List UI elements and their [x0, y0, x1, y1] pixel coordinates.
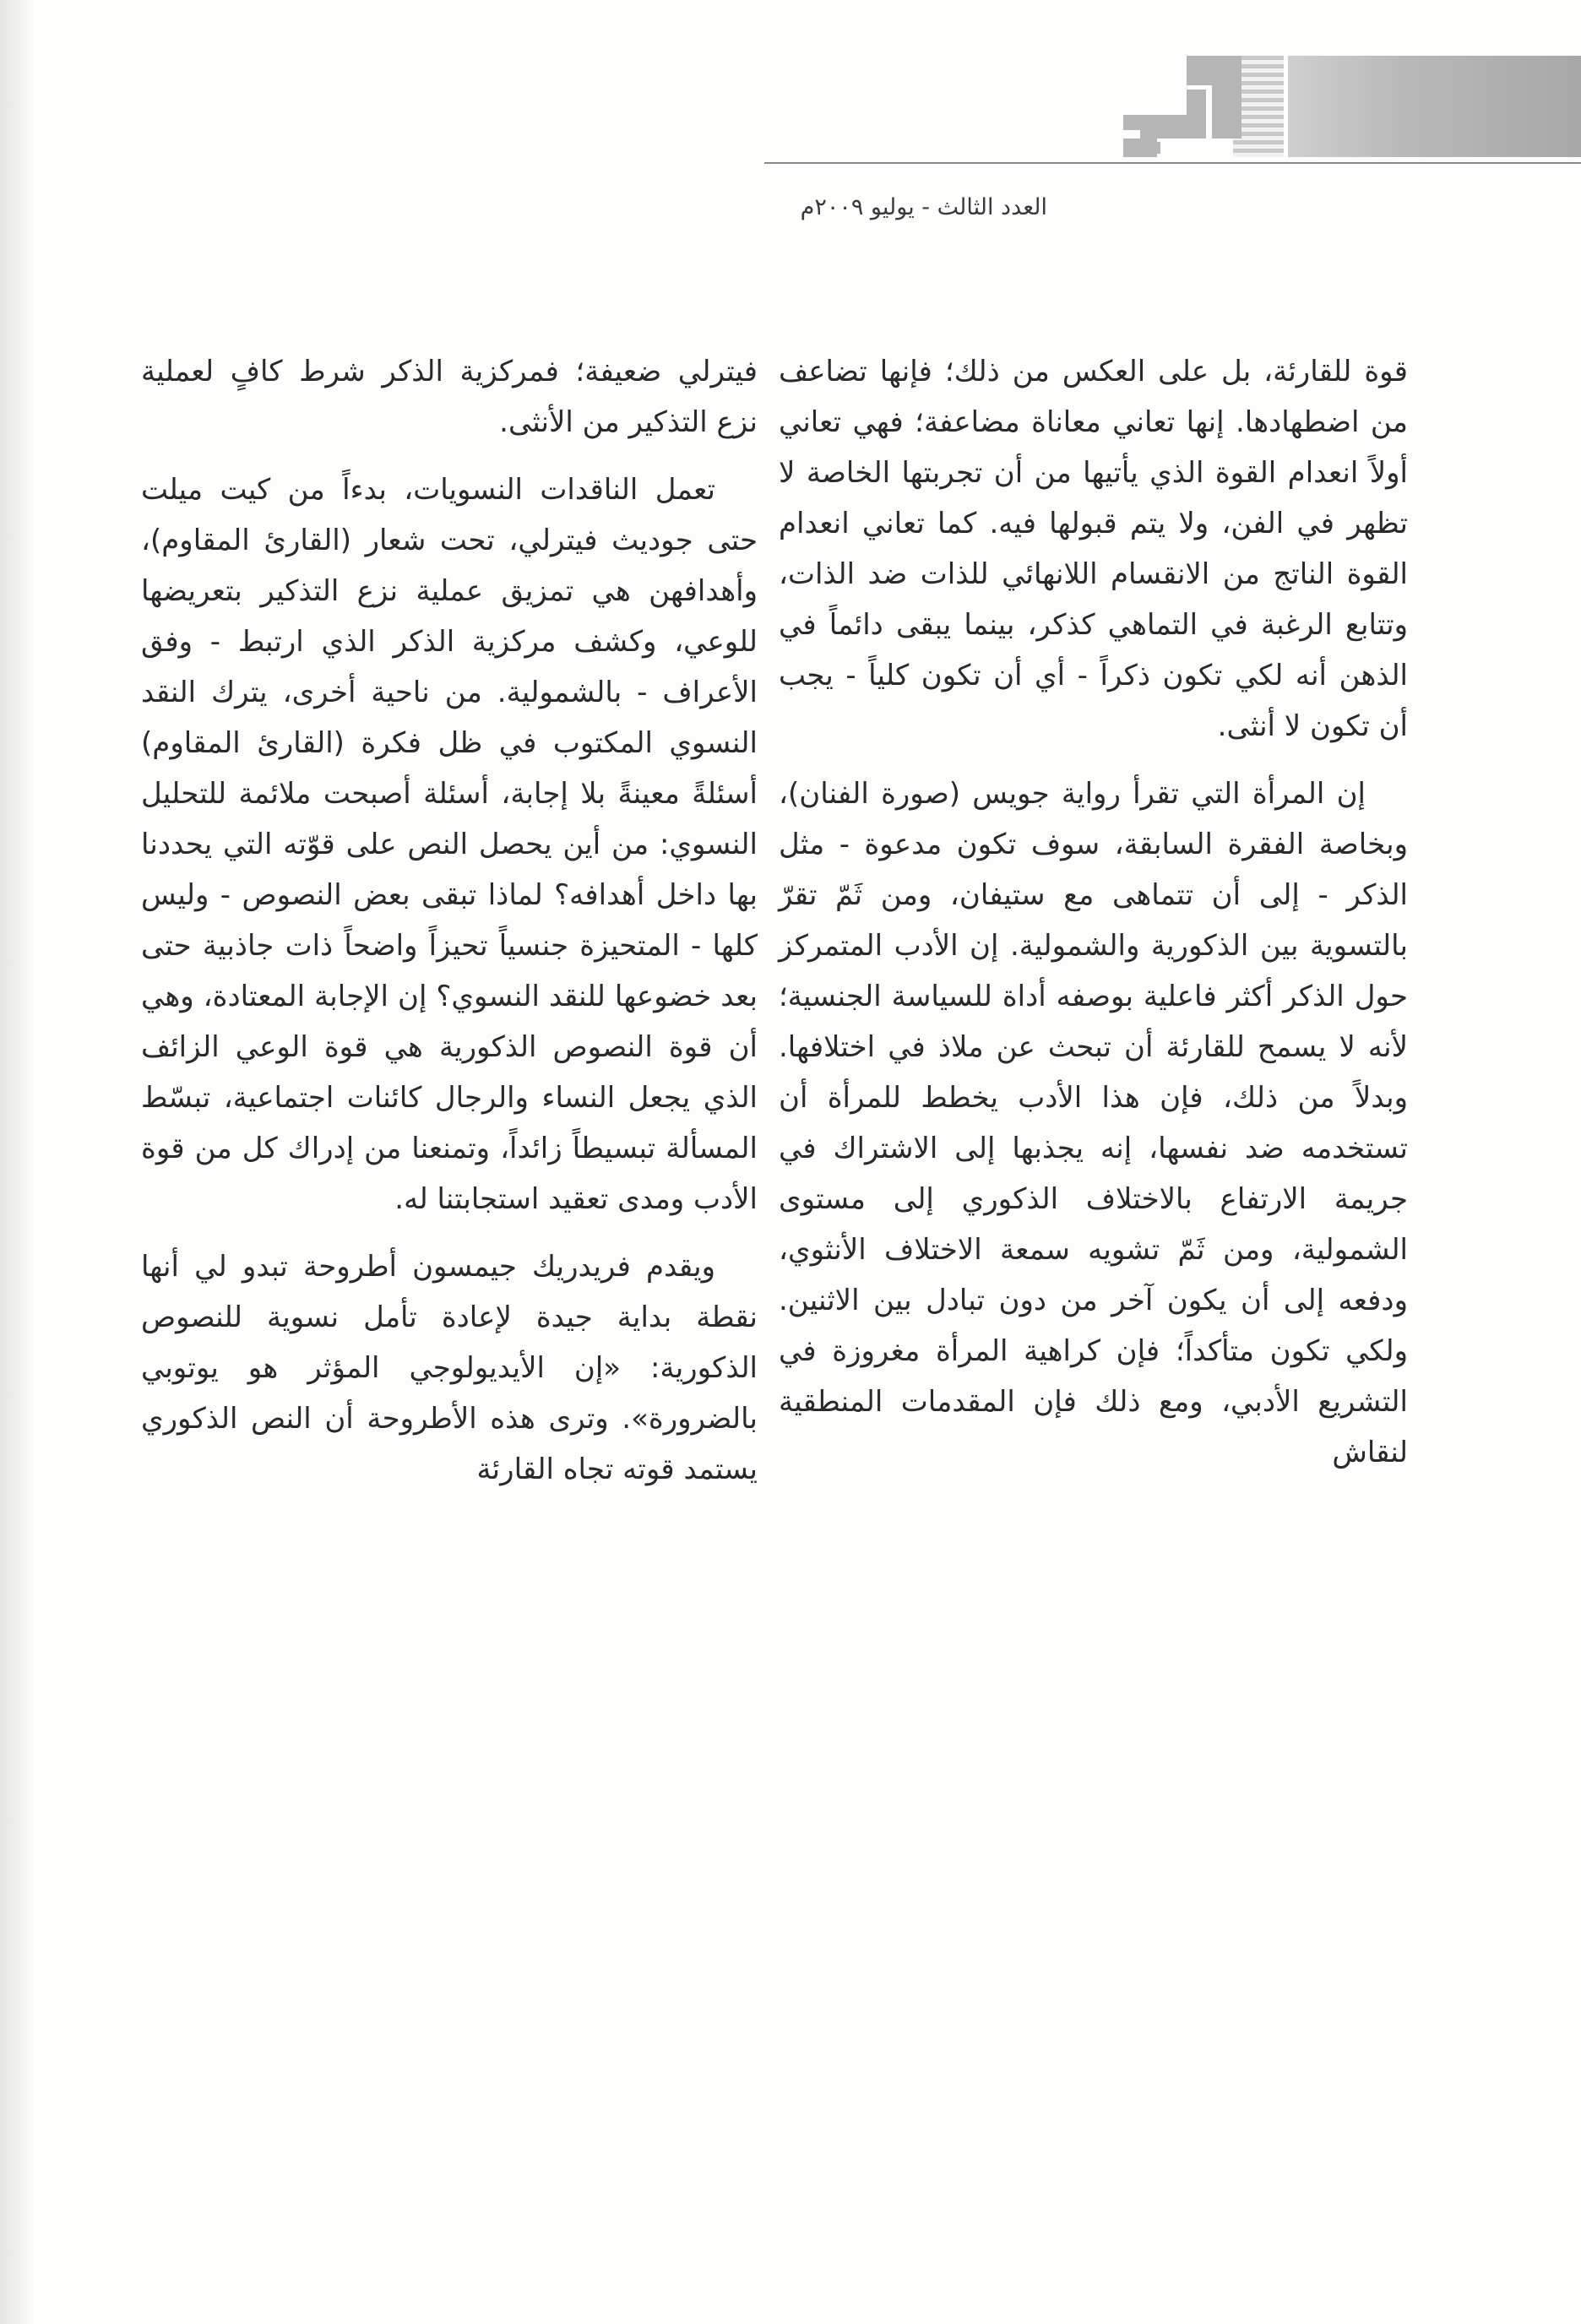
- right-column: [779, 346, 1408, 1478]
- right-paragraph-2: إن المرأة التي تقرأ رواية جويس (صورة الفنان)، وبخاصة الفقرة السابقة، سوف تكون مدعوة - مثل الذكر - إلى أن تتماهى مع ستيفان، ومن ثَمّ تقرّ بالتسوية بين الذكورية والشمولية. إن الأدب المتمركز حول الذكر أكثر فاعلية بوصفه أداة للسياسة الجنسية؛ لأنه لا يسمح للقارئة أن تبحث عن ملاذ في اختلافها. وبدلاً من ذلك، فإن هذا الأدب يخطط للمرأة أن تستخدمه ضد نفسها، إنه يجذبها إلى الاشتراك في جريمة الارتفاع بالاختلاف الذكوري إلى مستوى الشمولية، ومن ثَمّ تشويه سمعة الاختلاف الأنثوي، ودفعه إلى أن يكون آخر من دون تبادل بين الاثنين. ولكي تكون متأكداً؛ فإن كراهية المرأة مغروزة في التشريع الأدبي، ومع ذلك فإن المقدمات المنطقية لنقاش: [779, 777, 1408, 1469]
- magazine-logo: [1106, 39, 1250, 166]
- page-gutter-shadow: [0, 0, 34, 2324]
- header-rule: [764, 162, 1581, 164]
- header-bar: [1288, 56, 1581, 157]
- issue-line: العدد الثالث - يوليو ٢٠٠٩م: [800, 194, 1047, 220]
- left-paragraph-3: ويقدم فريدريك جيمسون أطروحة تبدو لي أنها نقطة بداية جيدة لإعادة تأمل نسوية للنصوص الذكورية: «إن الأيديولوجي المؤثر هو يوتوبي بالضرورة». وترى هذه الأطروحة أن النص الذكوري يستمد قوته تجاه القارئة: [141, 1250, 758, 1486]
- left-paragraph-1: فيترلي ضعيفة؛ فمركزية الذكر شرط كافٍ لعملية نزع التذكير من الأنثى.: [141, 355, 758, 439]
- left-column: [141, 346, 758, 1495]
- right-paragraph-1: قوة للقارئة، بل على العكس من ذلك؛ فإنها تضاعف من اضطهادها. إنها تعاني معاناة مضاعفة؛ فهي تعاني أولاً انعدام القوة الذي يأتيها من أن تجربتها الخاصة لا تظهر في الفن، ولا يتم قبولها فيه. كما تعاني انعدام القوة الناتج من الانقسام اللانهائي للذات ضد الذات، وتتابع الرغبة في التماهي كذكر، بينما يبقى دائماً في الذهن أنه لكي تكون ذكراً - أي أن تكون كلياً - يجب أن تكون لا أنثى.: [779, 355, 1408, 743]
- left-paragraph-2: تعمل الناقدات النسويات، بدءاً من كيت ميلت حتى جوديث فيترلي، تحت شعار (القارئ المقاوم)، وأهدافهن هي تمزيق عملية نزع التذكير بتعريضها للوعي، وكشف مركزية الذكر الذي ارتبط - وفق الأعراف - بالشمولية. من ناحية أخرى، يترك النقد النسوي المكتوب في ظل فكرة (القارئ المقاوم) أسئلةً معينةً بلا إجابة، أسئلة أصبحت ملائمة للتحليل النسوي: من أين يحصل النص على قوّته التي يحددنا بها داخل أهدافه؟ لماذا تبقى بعض النصوص - وليس كلها - المتحيزة جنسياً تحيزاً واضحاً ذات جاذبية حتى بعد خضوعها للنقد النسوي؟ إن الإجابة المعتادة، وهي أن قوة النصوص الذكورية هي قوة الوعي الزائف الذي يجعل النساء والرجال كائنات اجتماعية، تبسّط المسألة تبسيطاً زائداً، وتمنعنا من إدراك كل من قوة الأدب ومدى تعقيد استجابتنا له.: [141, 473, 758, 1216]
